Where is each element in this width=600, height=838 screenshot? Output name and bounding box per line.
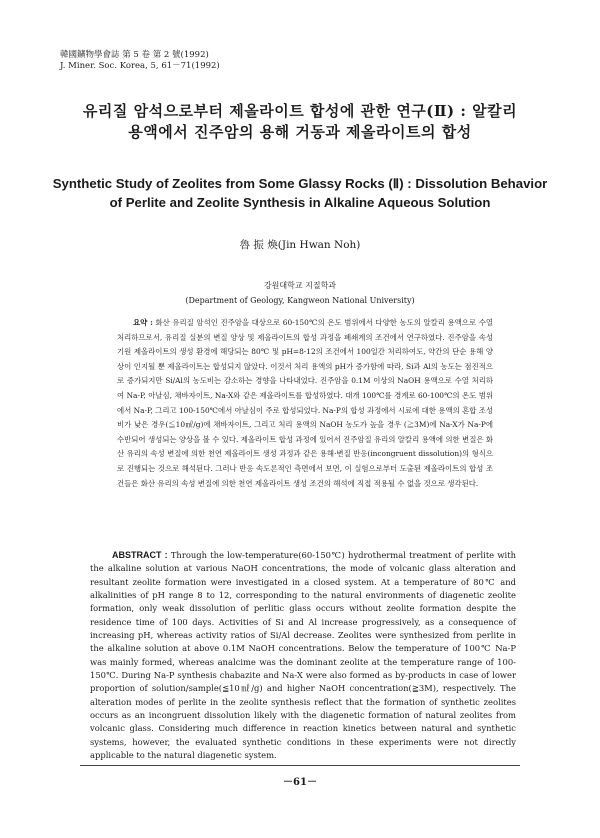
abstract-english-label: ABSTRACT :: [112, 550, 168, 560]
affiliation-korean: 강원대학교 지질학과: [263, 281, 337, 290]
abstract-english: [90, 549, 516, 763]
abstract-korean-paragraph: [117, 316, 493, 491]
title-korean-line-1: 유리질 암석으로부터 제올라이트 합성에 관한 연구(Ⅱ) : 알칼리: [82, 102, 518, 120]
footer-divider: [80, 765, 520, 766]
title-english-line-1: Synthetic Study of Zeolites from Some Glassy Rocks (Ⅱ) : Dissolution Behavior: [52, 176, 548, 191]
affiliation: [0, 278, 600, 308]
author-name: 魯 振 煥(Jin Hwan Noh): [239, 239, 361, 251]
journal-citation-en: J. Miner. Soc. Korea, 5, 61－71(1992): [60, 61, 220, 71]
affiliation-english: (Department of Geology, Kangweon National University): [185, 296, 415, 305]
abstract-korean-text: 화산 유리질 암석인 진주암을 대상으로 60-150℃의 온도 범위에서 다양한 농도의 알칼리 용액으로 수열 처리하므로서, 유리질 실분의 변질 양상 및 제올라이트의 합성 과정을 폐쇄계의 조건에서 연구하였다. 진주암을 속성 기원 제올라이트의 생성 환경에 해당되는 80℃ 및 pH=8-12의 조건에서 100일간 처리하여도, 약간의 단순 용해 양상이 인지될 뿐 제올라이트는 합성되지 않았다. 이것서 처리 용액의 pH가 증가함에 따라, Si과 Al의 농도는 점진적으로 증가되지만 Si/Al의 농도비는 감소하는 경향을 나타내었다. 진주암을 0.1M 이상의 NaOH 용액으로 수열 처리하여 Na-P, 아날심, 채바자이트, Na-X와 같은 제올라이트를 합성하였다. 대개 100℃를 경계로 60-100℃의 온도 범위에서 Na-P, 그리고 100-150℃에서 아날심이 주로 합성되었다. Na-P의 합성 과정에서 시료에 대한 용액의 혼합 조성비가 낮은 경우(≦10㎖/g)에 채바자이트, 그리고 처리 용액의 NaOH 농도가 높을 경우 (≧3M)에 Na-X가 Na-P에 수반되어 생성되는 양상을 볼 수 있다. 제올라이트 합성 과정에 있어서 진주암질 유리의 알칼리 용액에 의한 변질은 화산 유리의 속성 변질에 의한 천연 제올라이트 생성 과정과 같은 용해·변질 반응(incongruent dissolution)의 형식으로 진행되는 것으로 해석된다. 그러나 반응 속도론적인 측면에서 보면, 이 실험으로부터 도출된 제올라이트의 합성 조건들은 화산 유리의 속성 변질에 의한 천연 제올라이트 생성 조건의 해석에 직접 적용될 수 없을 것으로 생각된다.: [117, 318, 493, 488]
abstract-korean: [117, 316, 493, 491]
abstract-english-paragraph: [90, 549, 516, 763]
journal-header: [60, 50, 220, 72]
journal-citation-ko: 韓國鑛物學會誌 第 5 卷 第 2 號(1992): [60, 50, 209, 60]
title-korean: [40, 101, 560, 143]
abstract-korean-label: 요약 :: [133, 318, 153, 327]
title-english-line-2: of Perlite and Zeolite Synthesis in Alkaline Aqueous Solution: [109, 195, 491, 210]
title-korean-line-2: 용액에서 진주암의 용해 거동과 제올라이트의 합성: [128, 123, 472, 141]
abstract-english-text: Through the low-temperature(60-150℃) hydrothermal treatment of perlite with the alkaline solution at various NaOH concentrations, the mode of volcanic glass alteration and resultant zeolite formation were investigated in a closed system. At a temperature of 80℃ and alkalinities of pH range 8 to 12, corresponding to the natural environments of diagenetic zeolite formation, only weak dissolution of perlitic glass occurs without zeolite formation despite the residence time of 100 days. Activities of Si and Al increase progressively, as a consequence of increasing pH, whereas activity ratios of Si/Al decrease. Zeolites were synthesized from perlite in the alkaline solution at above 0.1M NaOH concentrations. Below the temperature of 100℃ Na-P was mainly formed, whereas analcime was the dominant zeolite at the temperature range of 100-150℃. During Na-P synthesis chabazite and Na-X were also formed as by-products in case of lower proportion of solution/sample(≦10㎖/g) and higher NaOH concentration(≧3M), respectively. The alteration modes of perlite in the zeolite synthesis reflect that the formation of synthetic zeolites occurs as an incongruent dissolution likely with the diagenetic formation of natural zeolites from volcanic glass. Considering much difference in reaction kinetics between natural and synthetic systems, however, the evaluated synthetic conditions in these experiments were not directly applicable to the natural diagenetic system.: [90, 550, 516, 761]
title-english: [20, 174, 580, 212]
page-number: －61－: [283, 777, 317, 788]
